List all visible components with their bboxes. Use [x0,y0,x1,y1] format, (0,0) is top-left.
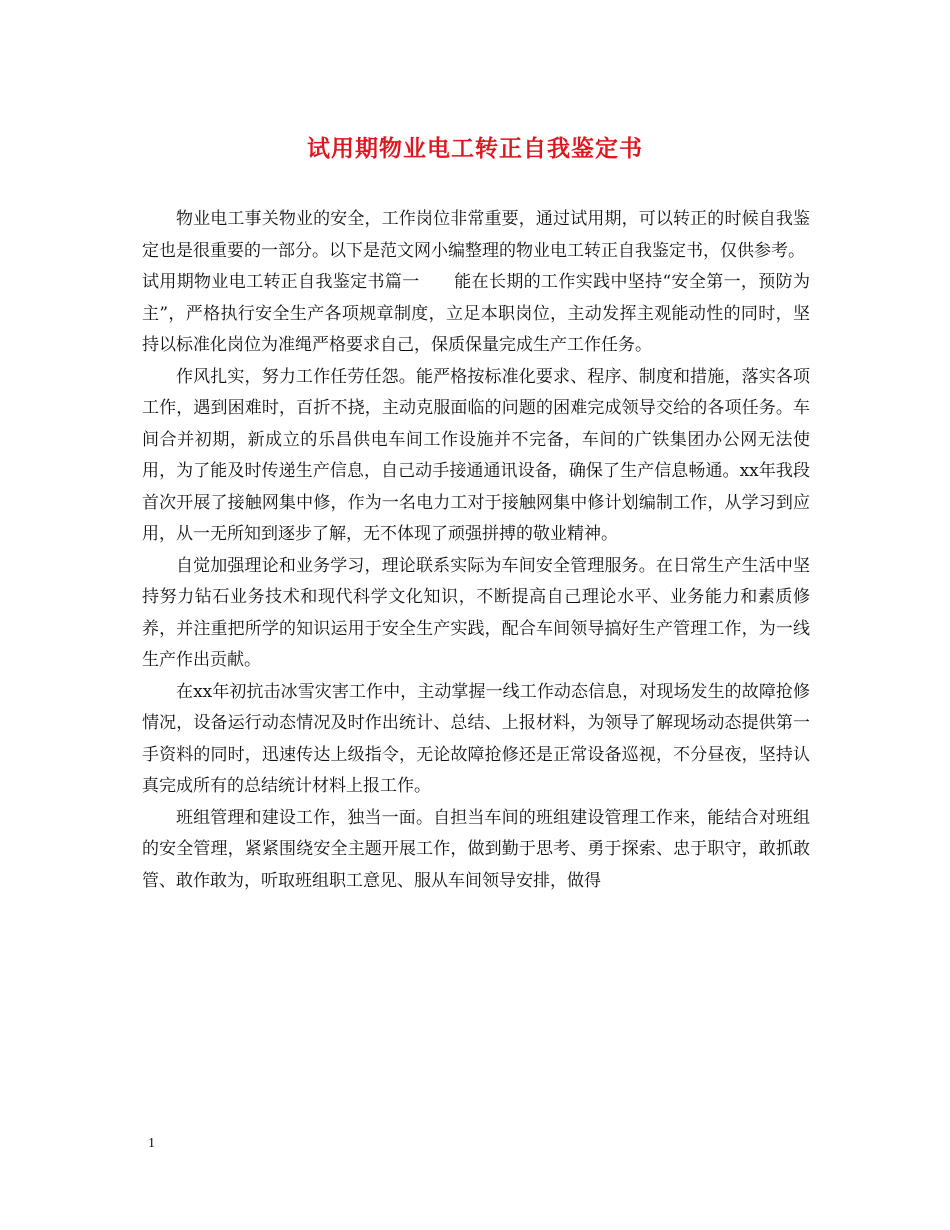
paragraph-work-style: 作风扎实，努力工作任劳任怨。能严格按标准化要求、程序、制度和措施，落实各项工作，遇到困难时，百折不挠，主动克服面临的问题的困难完成领导交给的各项任务。车间合并初期，新成立的乐昌供电车间工作设施并不完备，车间的广铁集团办公网无法使用，为了能及时传递生产信息，自己动手接通通讯设备，确保了生产信息畅通。xx年我段首次开展了接触网集中修，作为一名电力工对于接触网集中修计划编制工作，从学习到应用，从一无所知到逐步了解，无不体现了顽强拼搏的敬业精神。 [142,366,810,544]
paragraph-intro: 物业电工事关物业的安全，工作岗位非常重要，通过试用期，可以转正的时候自我鉴定也是很重要的一部分。以下是范文网小编整理的物业电工转正自我鉴定书，仅供参考。 [142,209,810,261]
paragraph-section-one: 试用期物业电工转正自我鉴定书篇一 能在长期的工作实践中坚持“安全第一，预防为主”，严格执行安全生产各项规章制度，立足本职岗位，主动发挥主观能动性的同时，坚持以标准化岗位为准绳严格要求自己，保质保量完成生产工作任务。 [142,272,810,355]
document-body [142,204,810,897]
page-number: 1 [148,1136,155,1151]
document-title: 试用期物业电工转正自我鉴定书 [307,135,643,162]
paragraph-team-management: 班组管理和建设工作，独当一面。自担当车间的班组建设管理工作来，能结合对班组的安全管理，紧紧围绕安全主题开展工作，做到勤于思考、勇于探索、忠于职守，敢抓敢管、敢作敢为，听取班组职工意见、服从车间领导安排，做得 [142,807,810,891]
paragraph-study: 自觉加强理论和业务学习，理论联系实际为车间安全管理服务。在日常生产生活中坚持努力钻石业务技术和现代科学文化知识，不断提高自己理论水平、业务能力和素质修养，并注重把所学的知识运用于安全生产实践，配合车间领导搞好生产管理工作，为一线生产作出贡献。 [142,555,810,670]
paragraph-ice-disaster: 在xx年初抗击冰雪灾害工作中，主动掌握一线工作动态信息，对现场发生的故障抢修情况，设备运行动态情况及时作出统计、总结、上报材料，为领导了解现场动态提供第一手资料的同时，迅速传达上级指令，无论故障抢修还是正常设备巡视，不分昼夜，坚持认真完成所有的总结统计材料上报工作。 [142,681,810,796]
